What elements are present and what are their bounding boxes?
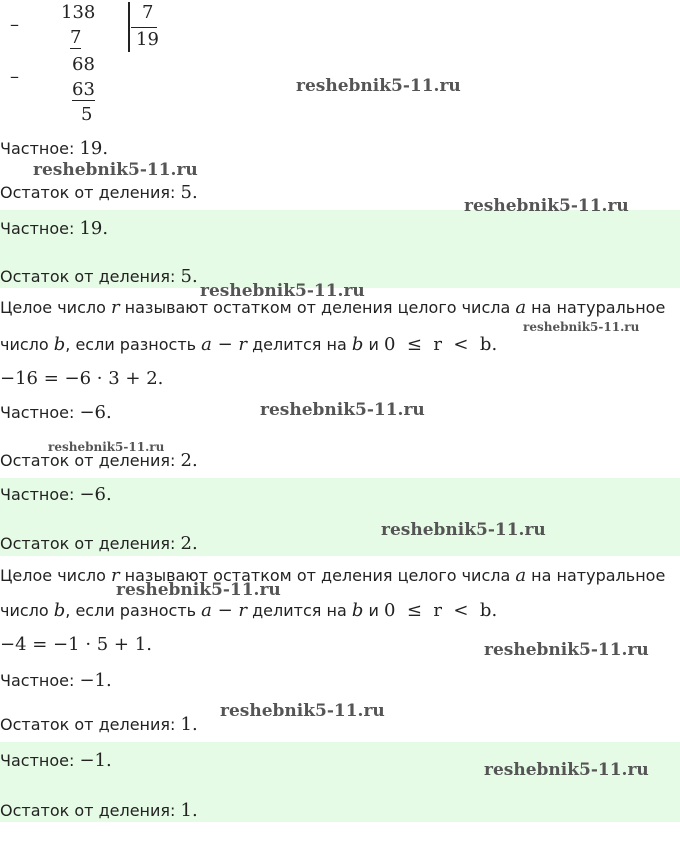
remainder-value: 1. bbox=[180, 800, 198, 821]
definition-line-2: число b, если разность a − r делится на b и 0 ≤ r < b. bbox=[0, 334, 498, 355]
divisor: 7 bbox=[142, 2, 154, 23]
equation: −4 = −1 · 5 + 1. bbox=[0, 634, 152, 655]
quotient: 19 bbox=[136, 29, 159, 50]
watermark: reshebnik5-11.ru bbox=[464, 196, 629, 216]
answer-remainder bbox=[0, 533, 198, 554]
remainder-line bbox=[0, 182, 198, 203]
answer-box bbox=[0, 210, 680, 288]
quotient-value: −6. bbox=[79, 402, 112, 423]
minus-sign: – bbox=[10, 14, 19, 35]
equation: −16 = −6 · 3 + 2. bbox=[0, 368, 164, 389]
dividend: 138 bbox=[61, 2, 96, 23]
quotient-value: −1. bbox=[79, 670, 112, 691]
remainder-value: 1. bbox=[180, 714, 198, 735]
remainder-line bbox=[0, 714, 198, 735]
final-remainder: 5 bbox=[81, 104, 93, 125]
quotient-label: Частное: bbox=[0, 403, 75, 422]
definition-line-2: число b, если разность a − r делится на b и 0 ≤ r < b. bbox=[0, 600, 498, 621]
watermark: reshebnik5-11.ru bbox=[220, 701, 385, 721]
watermark: reshebnik5-11.ru bbox=[484, 640, 649, 660]
watermark: reshebnik5-11.ru bbox=[484, 760, 649, 780]
partial-remainder: 68 bbox=[72, 54, 95, 75]
remainder-value: 5. bbox=[180, 266, 198, 287]
quotient-value: −1. bbox=[79, 750, 112, 771]
quotient-label: Частное: bbox=[0, 139, 75, 158]
remainder-label: Остаток от деления: bbox=[0, 534, 176, 553]
minus-sign: – bbox=[10, 66, 19, 87]
watermark: reshebnik5-11.ru bbox=[381, 520, 546, 540]
answer-quotient bbox=[0, 218, 108, 239]
quotient-line bbox=[0, 138, 108, 159]
definition-line-1: Целое число r называют остатком от деления целого числа a на натуральное bbox=[0, 565, 666, 586]
answer-box bbox=[0, 478, 680, 556]
answer-quotient bbox=[0, 750, 112, 771]
watermark: reshebnik5-11.ru bbox=[200, 281, 365, 301]
answer-box bbox=[0, 742, 680, 822]
quotient-label: Частное: bbox=[0, 485, 75, 504]
quotient-label: Частное: bbox=[0, 751, 75, 770]
remainder-label: Остаток от деления: bbox=[0, 715, 176, 734]
answer-quotient bbox=[0, 484, 112, 505]
remainder-value: 5. bbox=[180, 182, 198, 203]
divisor-line bbox=[131, 27, 157, 28]
watermark: reshebnik5-11.ru bbox=[260, 400, 425, 420]
subtrahend-2: 63 bbox=[72, 79, 95, 100]
quotient-label: Частное: bbox=[0, 671, 75, 690]
quotient-line bbox=[0, 402, 112, 423]
watermark: reshebnik5-11.ru bbox=[33, 160, 198, 180]
watermark: reshebnik5-11.ru bbox=[48, 440, 165, 454]
remainder-label: Остаток от деления: bbox=[0, 451, 176, 470]
definition-line-1: Целое число r называют остатком от деления целого числа a на натуральное bbox=[0, 297, 666, 318]
quotient-value: 19. bbox=[79, 138, 109, 159]
quotient-line bbox=[0, 670, 112, 691]
quotient-label: Частное: bbox=[0, 219, 75, 238]
subtrahend-1: 7 bbox=[70, 27, 82, 48]
remainder-label: Остаток от деления: bbox=[0, 267, 176, 286]
quotient-value: −6. bbox=[79, 484, 112, 505]
remainder-label: Остаток от деления: bbox=[0, 801, 176, 820]
remainder-value: 2. bbox=[180, 450, 198, 471]
watermark: reshebnik5-11.ru bbox=[523, 320, 640, 334]
division-bar bbox=[128, 2, 130, 52]
watermark: reshebnik5-11.ru bbox=[296, 76, 461, 96]
quotient-value: 19. bbox=[79, 218, 109, 239]
watermark: reshebnik5-11.ru bbox=[116, 580, 281, 600]
remainder-value: 2. bbox=[180, 533, 198, 554]
answer-remainder bbox=[0, 266, 198, 287]
answer-remainder bbox=[0, 800, 198, 821]
remainder-label: Остаток от деления: bbox=[0, 183, 176, 202]
